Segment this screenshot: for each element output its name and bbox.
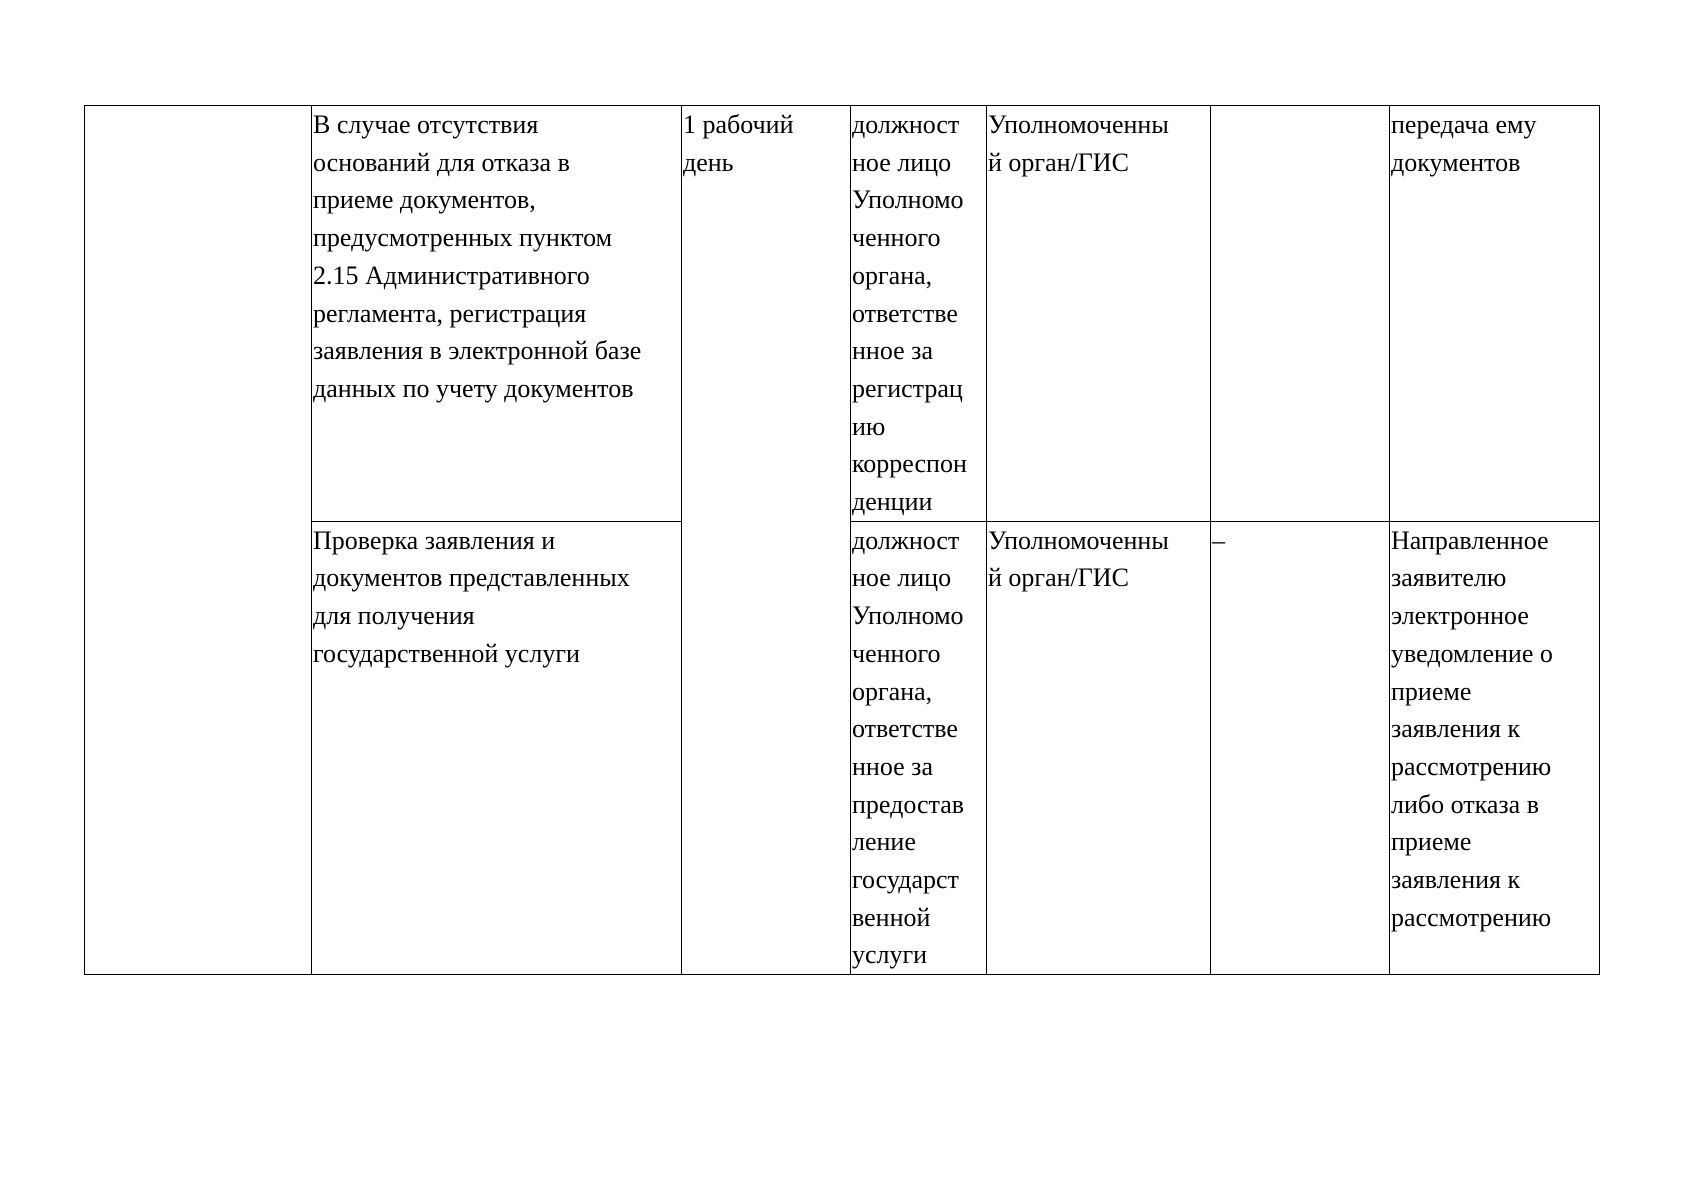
responsible-cell	[851, 521, 987, 974]
place-cell	[987, 106, 1211, 522]
responsible-cell	[851, 106, 987, 522]
step-description-cell	[312, 106, 682, 522]
result-text: Направленное заявителю электронное уведомление о приеме заявления к рассмотрению либо отказа в приеме заявления к рассмотрению	[1391, 525, 1553, 932]
place-text: Уполномоченны й орган/ГИС	[988, 110, 1169, 177]
criteria-text: –	[1212, 525, 1225, 555]
criteria-cell	[1211, 106, 1390, 522]
step-description-cell	[312, 521, 682, 974]
step-description-text: Проверка заявления и документов представленных для получения государственной услуги	[313, 525, 630, 668]
place-text: Уполномоченны й орган/ГИС	[988, 525, 1169, 593]
result-cell	[1390, 521, 1600, 974]
procedure-table	[84, 105, 1600, 975]
duration-text: 1 рабочий день	[683, 110, 794, 177]
table-row	[85, 106, 1600, 522]
criteria-cell	[1211, 521, 1390, 974]
place-cell	[987, 521, 1211, 974]
responsible-text: должност ное лицо Уполномо ченного органа, ответстве нное за предостав ление государст венной услуги	[852, 525, 965, 970]
responsible-text: должност ное лицо Уполномо ченного органа, ответстве нное за регистрац ию корреспон денции	[852, 110, 967, 517]
result-cell	[1390, 106, 1600, 522]
step-description-text: В случае отсутствия оснований для отказа в приеме документов, предусмотренных пунктом 2.15 Административного регламента, регистрация заявления в электронной базе данных по учету документов	[313, 110, 642, 403]
duration-cell	[682, 106, 851, 975]
result-text: передача ему документов	[1391, 110, 1537, 177]
procedure-name-cell	[85, 106, 312, 975]
